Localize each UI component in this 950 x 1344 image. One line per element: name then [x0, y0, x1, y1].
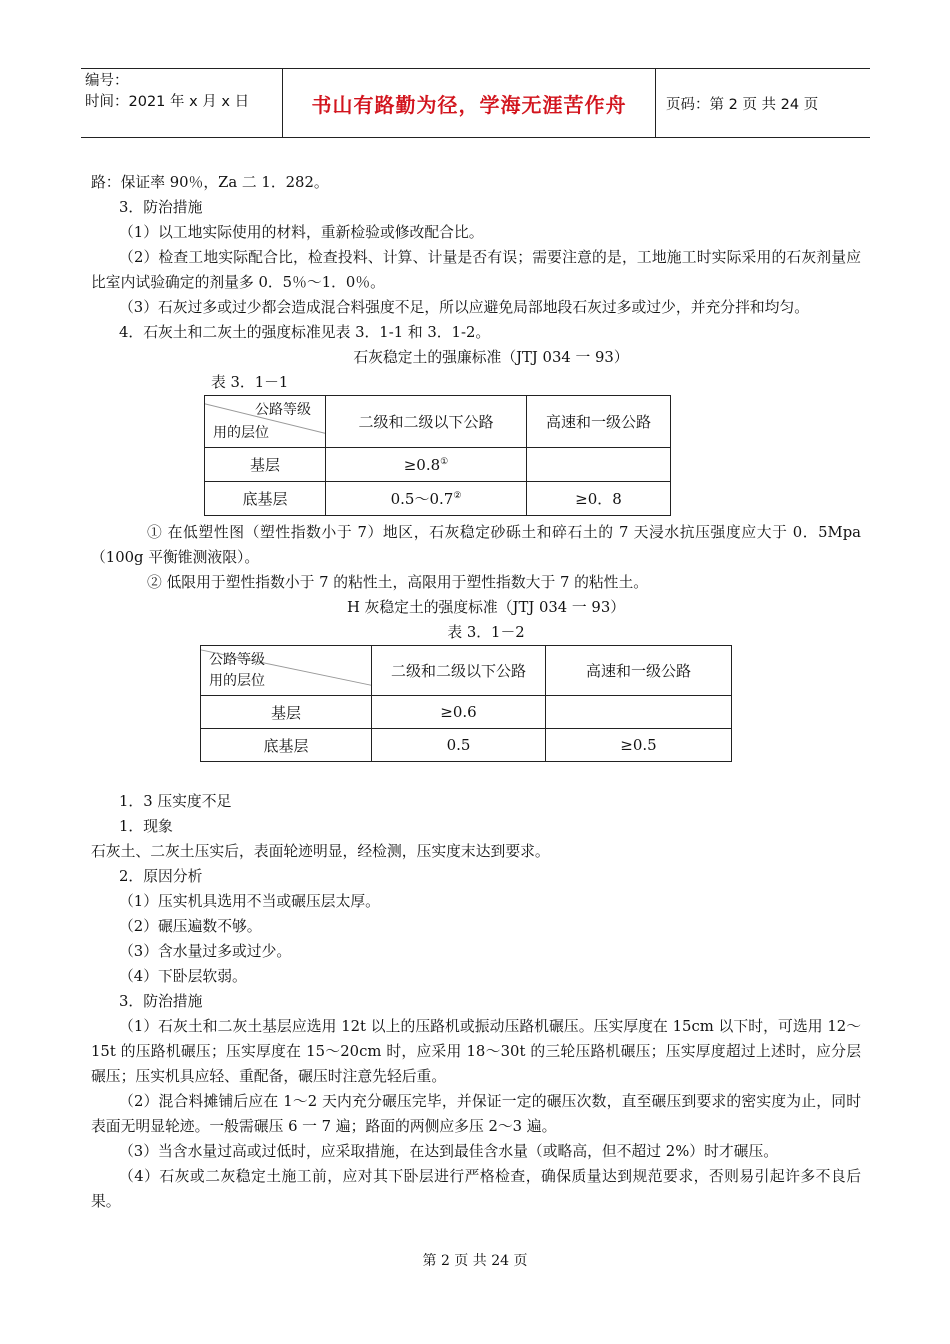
paragraph: （2）检查工地实际配合比，检查投料、计算、计量是否有误；需要注意的是，工地施工时实际采用的石灰剂量应比室内试验确定的剂量多 0．5％～1．0％。 [91, 249, 861, 291]
paragraph: （1）以工地实际使用的材料，重新检验或修改配合比。 [119, 224, 484, 241]
table2-col1-header: 二级和二级以下公路 [372, 646, 546, 696]
table-cell [326, 482, 527, 516]
table-row [201, 729, 732, 762]
table-cell: ≥0.6 [372, 696, 546, 729]
table-cell: 0.5 [372, 729, 546, 762]
table1 [204, 395, 671, 516]
page-footer: 第 2 页 共 24 页 [422, 1253, 528, 1269]
table1-title: 石灰稳定土的强廉标准（JTJ 034 一 93） [353, 349, 629, 366]
section-heading: 1．现象 [119, 818, 173, 835]
paragraph: （4）下卧层软弱。 [119, 968, 247, 985]
table-cell: 底基层 [201, 729, 372, 762]
footnote-mark: ② [453, 491, 462, 501]
paragraph: （2）混合料摊铺后应在 1～2 天内充分碾压完毕，并保证一定的碾压次数，直至碾压到要求的密实度为止，同时表面无明显轮迹。一般需碾压 6 一 7 遍；路面的两侧应多压 2～3 遍。 [91, 1093, 861, 1135]
table1-corner-header [205, 396, 326, 448]
document-body [91, 170, 861, 1214]
section-heading: 3．防治措施 [119, 993, 203, 1010]
paragraph: （3）含水量过多或过少。 [119, 943, 292, 960]
header-page-label: 页码：第 2 页 共 24 页 [666, 96, 819, 113]
table-cell [326, 448, 527, 482]
table1-label: 表 3．1－1 [211, 374, 289, 391]
table-cell: 底基层 [205, 482, 326, 516]
code-label: 编号： [85, 73, 129, 89]
time-label: 时间：2021 年 x 月 x 日 [85, 94, 250, 110]
table-cell: 基层 [205, 448, 326, 482]
table-row [205, 482, 671, 516]
page-header [81, 68, 870, 138]
section-heading: 4．石灰土和二灰土的强度标准见表 3．1-1 和 3．1-2。 [119, 324, 491, 341]
paragraph: 路：保证率 90％，Za 二 1．282。 [91, 174, 329, 191]
corner-top-label: 公路等级 [255, 402, 311, 418]
corner-bottom-label: 用的层位 [213, 425, 269, 441]
table-cell [546, 696, 732, 729]
table2-corner-header [201, 646, 372, 696]
corner-bottom-label: 用的层位 [209, 673, 265, 689]
paragraph: （3）当含水量过高或过低时，应采取措施，在达到最佳含水量（或略高，但不超过 2%）时才碾压。 [119, 1143, 779, 1160]
paragraph: （1）石灰土和二灰土基层应选用 12t 以上的压路机或振动压路机碾压。压实厚度在 15cm 以下时，可选用 12～15t 的压路机碾压；压实厚度在 15～20cm 时，应采用 18～30t 的三轮压路机碾压；压实厚度超过上述时，应分层碾压；压实机具应轻、重配备，碾压时注意先轻后重。 [91, 1018, 861, 1085]
table2-title: H 灰稳定土的强度标准（JTJ 034 一 93） [346, 599, 626, 616]
table2-col2-header: 高速和一级公路 [546, 646, 732, 696]
table1-col2-header: 高速和一级公路 [527, 396, 671, 448]
table2-label: 表 3．1－2 [447, 624, 525, 641]
table-cell [527, 448, 671, 482]
section-heading: 2．原因分析 [119, 868, 203, 885]
table-cell: 基层 [201, 696, 372, 729]
table2 [200, 645, 732, 762]
cell-value: ≥0.8 [403, 455, 441, 474]
footnote-mark: ① [440, 456, 449, 467]
paragraph: 石灰土、二灰土压实后，表面轮迹明显，经检测，压实度末达到要求。 [91, 843, 550, 860]
cell-value: 0.5～0.7 [390, 490, 454, 508]
table-cell: ≥0．8 [527, 482, 671, 516]
section-heading: 1．3 压实度不足 [119, 793, 232, 810]
table-row [201, 696, 732, 729]
footnote: ② 低限用于塑性指数小于 7 的粘性土，高限用于塑性指数大于 7 的粘性土。 [147, 574, 649, 591]
table1-col1-header: 二级和二级以下公路 [326, 396, 527, 448]
footnote: ① 在低塑性图（塑性指数小于 7）地区，石灰稳定砂砾土和碎石土的 7 天浸水抗压强度应大于 0．5Mpa（100g 平衡锥测液限）。 [91, 524, 861, 566]
corner-top-label: 公路等级 [209, 652, 265, 668]
header-motto: 书山有路勤为径，学海无涯苦作舟 [283, 69, 656, 137]
paragraph: （4）石灰或二灰稳定土施工前，应对其下卧层进行严格检查，确保质量达到规范要求，否则易引起许多不良后果。 [91, 1168, 861, 1210]
paragraph: （1）压实机具选用不当或碾压层太厚。 [119, 893, 380, 910]
table-cell: ≥0.5 [546, 729, 732, 762]
section-heading: 3．防治措施 [119, 199, 203, 216]
header-meta [81, 69, 283, 137]
paragraph: （3）石灰过多或过少都会造成混合料强度不足，所以应避免局部地段石灰过多或过少，并充分拌和均匀。 [119, 299, 810, 316]
table-row [205, 448, 671, 482]
paragraph: （2）碾压遍数不够。 [119, 918, 262, 935]
